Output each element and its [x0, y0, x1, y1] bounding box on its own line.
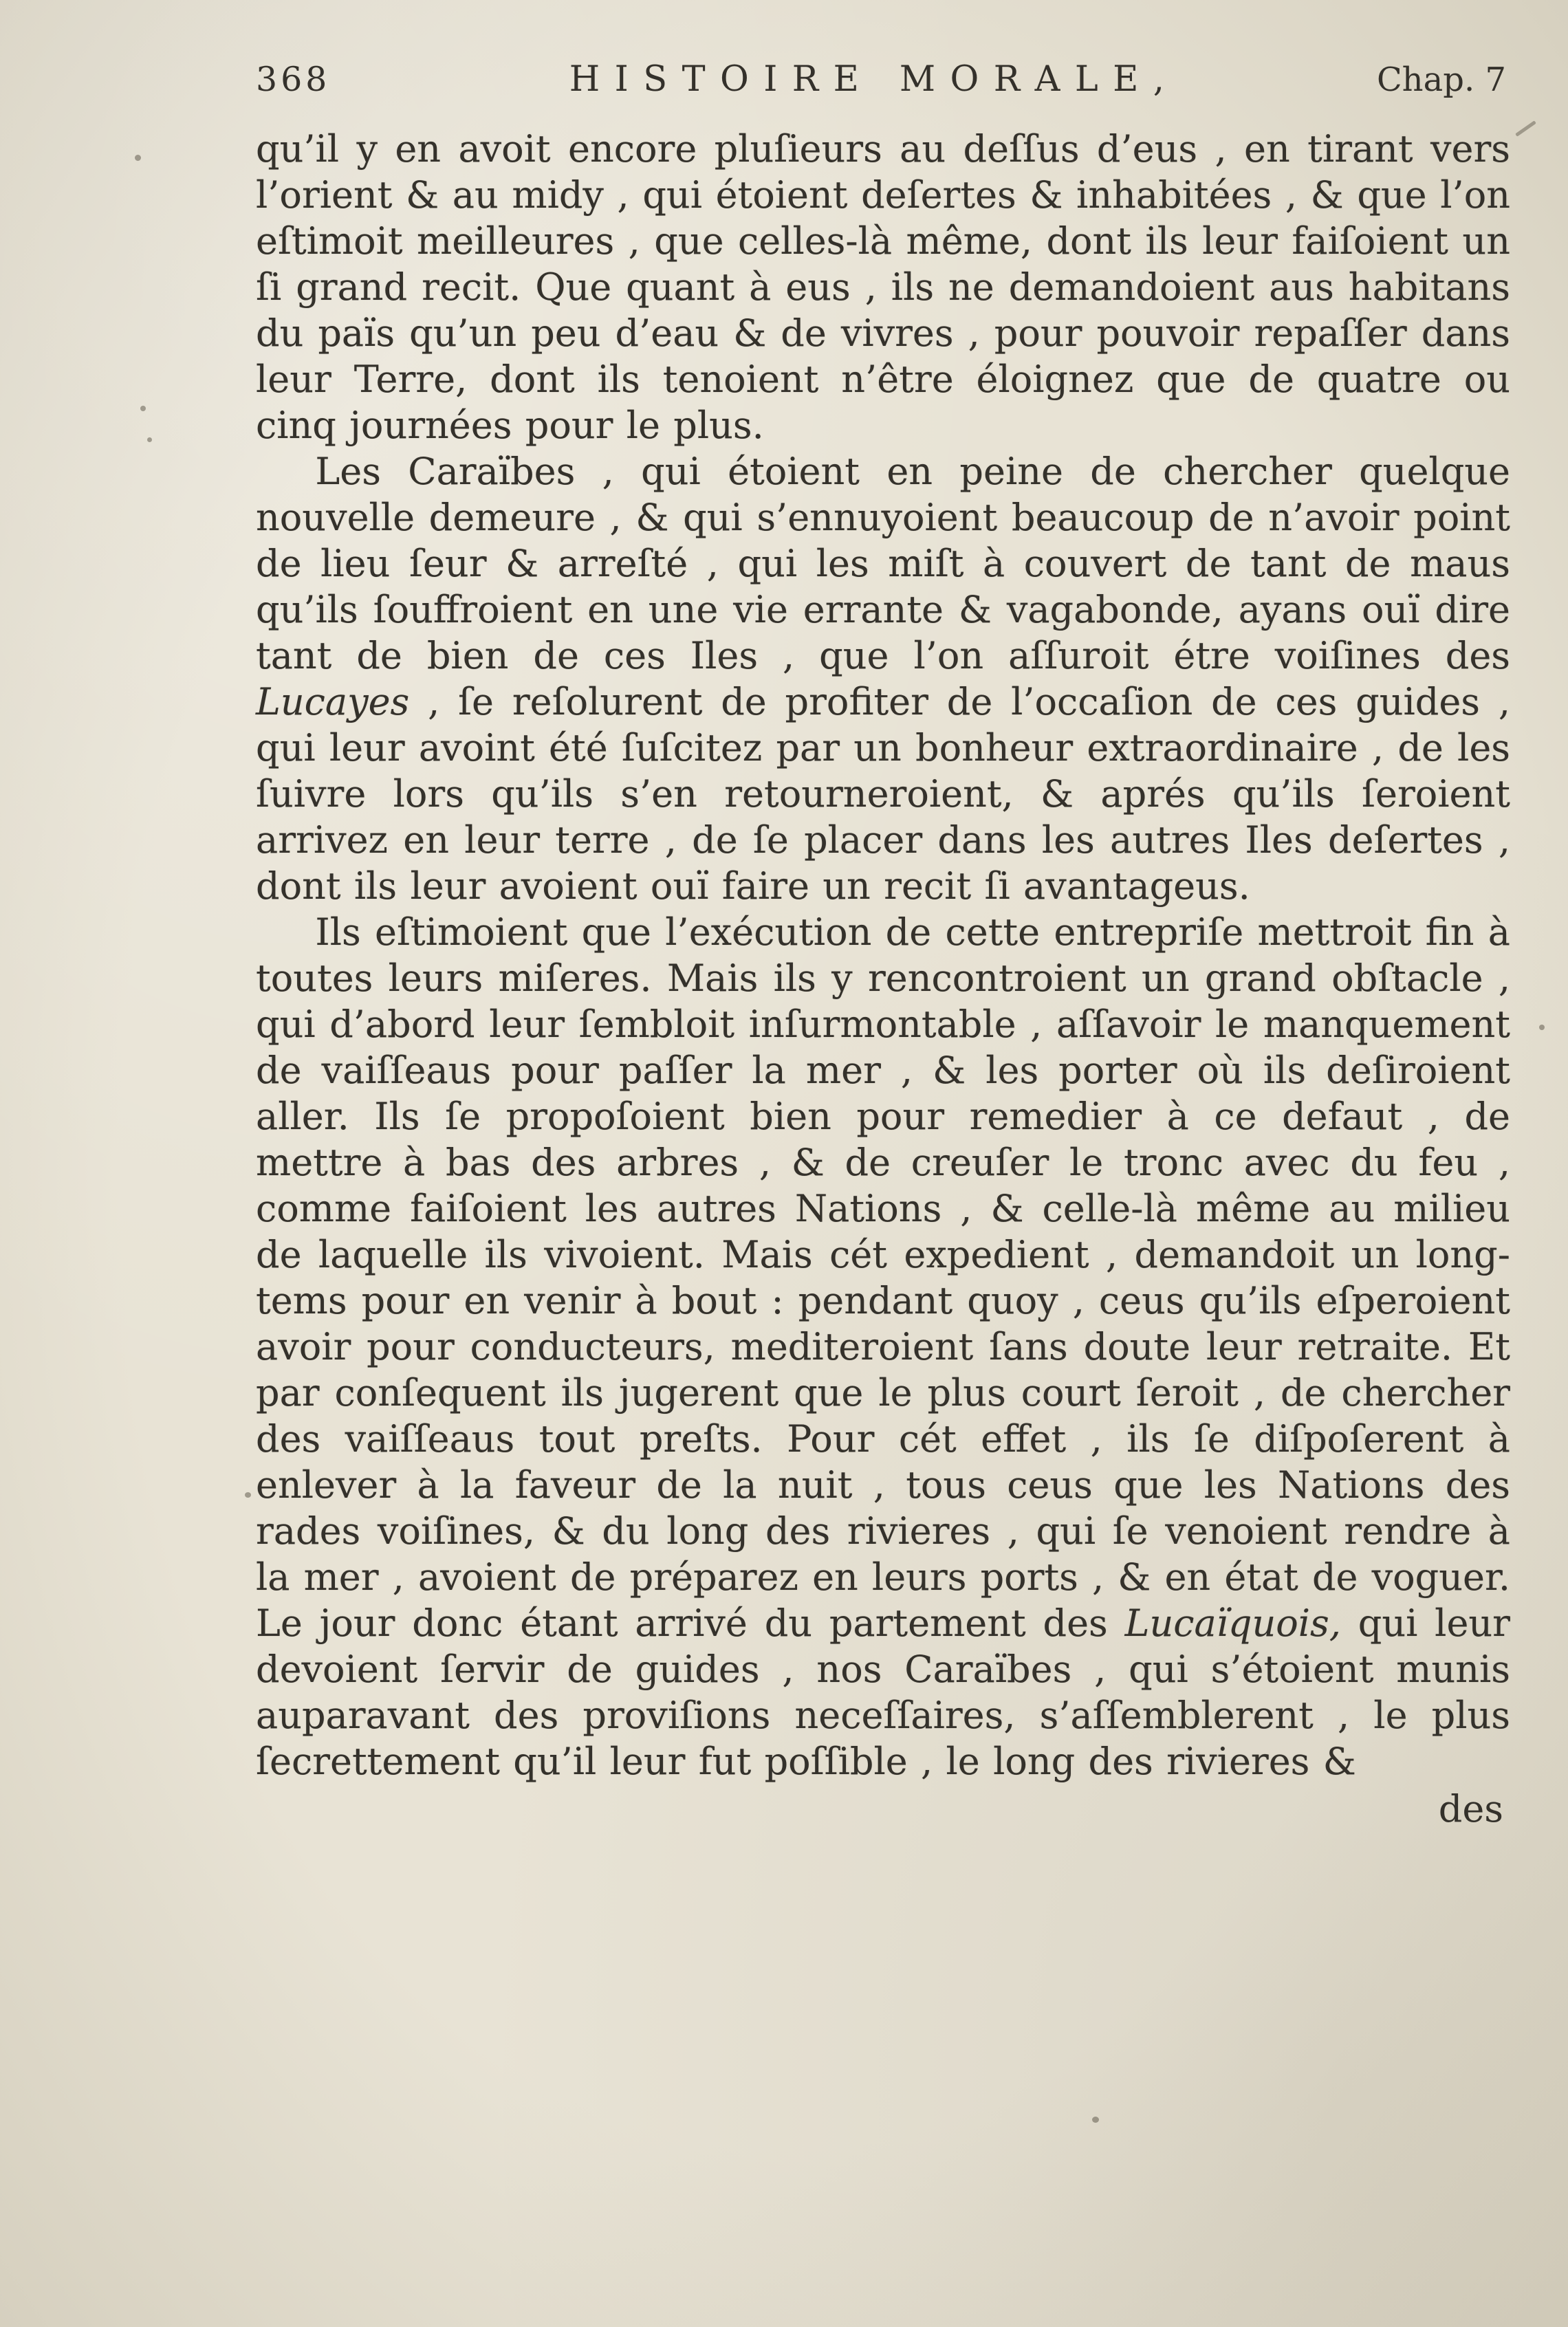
- paper-speck: [140, 406, 146, 411]
- paper-speck: [147, 437, 152, 442]
- page-header: [256, 59, 1510, 100]
- running-title: HISTOIRE MORALE,: [569, 59, 1179, 100]
- italic-term: Lucayes: [256, 680, 410, 723]
- body-text-segment: Les Caraïbes , qui étoient en peine de chercher quelque nouvelle demeure , & qui s’ennuyoient beaucoup de n’avoir point de lieu ſeur & arreſté , qui les miſt à couvert de tant de maus qu’ils ſouffroient en une vie errante & vagabonde, ayans ouï dire tant de bien de ces Iles , que l’on aſſuroit étre voiſines des: [256, 450, 1510, 677]
- scan-scratch-mark: [1515, 120, 1536, 137]
- catchword-line: [256, 1786, 1510, 1832]
- italic-term: Lucaïquois,: [1124, 1602, 1341, 1645]
- body-text-segment: qui leur devoient ſervir de guides , nos Caraïbes , qui s’étoient munis auparavant des proviſions neceſſaires, s’aſſemblerent , le plus ſecrettement qu’il leur fut poſſible , le long des rivieres &: [256, 1602, 1510, 1783]
- catchword: des: [1438, 1787, 1503, 1831]
- paper-speck: [135, 155, 141, 161]
- page-number: 368: [256, 60, 331, 99]
- page-content: [256, 59, 1510, 1832]
- paragraph: [256, 909, 1510, 1784]
- chapter-label: Chap. 7: [1376, 61, 1506, 99]
- body-text-segment: Ils eſtimoient que l’exécution de cette entrepriſe mettroit fin à toutes leurs miſeres. Mais ils y rencontroient un grand obſtacle , qui d’abord leur ſembloit inſurmontable , aſſavoir le manquement de vaiſſeaus pour paſſer la mer , & les porter où ils deſiroient aller. Ils ſe propoſoient bien pour remedier à ce defaut , de mettre à bas des arbres , & de creuſer le tronc avec du feu , comme faiſoient les autres Nations , & celle-là même au milieu de laquelle ils vivoient. Mais cét expedient , demandoit un long-tems pour en venir à bout : pendant quoy , ceus qu’ils eſperoient avoir pour conducteurs, mediteroient ſans doute leur retraite. Et par conſequent ils jugerent que le plus court ſeroit , de chercher des vaiſſeaus tout preſts. Pour cét effet , ils ſe diſpoſerent à enlever à la faveur de la nuit , tous ceus que les Nations des rades voiſines, & du long des rivieres , qui ſe venoient rendre à la mer , avoient de préparez en leurs ports , & en état de voguer. Le jour donc étant arrivé du partement des: [256, 910, 1510, 1645]
- body-text-segment: qu’il y en avoit encore pluſieurs au deſſus d’eus , en tirant vers l’orient & au midy , qui étoient deſertes & inhabitées , & que l’on eſtimoit meilleures , que celles-là même, dont ils leur faiſoient un ſi grand recit. Que quant à eus , ils ne demandoient aus habitans du païs qu’un peu d’eau & de vivres , pour pouvoir repaſſer dans leur Terre, dont ils tenoient n’être éloignez que de quatre ou cinq journées pour le plus.: [256, 127, 1510, 447]
- paper-speck: [245, 1492, 251, 1498]
- page-body: [256, 126, 1510, 1784]
- paper-speck: [1092, 2117, 1099, 2123]
- body-text-segment: , ſe reſolurent de profiter de l’occaſion de ces guides , qui leur avoint été ſuſcitez par un bonheur extraordinaire , de les ſuivre lors qu’ils s’en retourneroient, & aprés qu’ils ſeroient arrivez en leur terre , de ſe placer dans les autres Iles deſertes , dont ils leur avoient ouï faire un recit ſi avantageus.: [256, 680, 1510, 908]
- paper-speck: [1539, 1025, 1545, 1030]
- paragraph: [256, 126, 1510, 448]
- paragraph: [256, 448, 1510, 909]
